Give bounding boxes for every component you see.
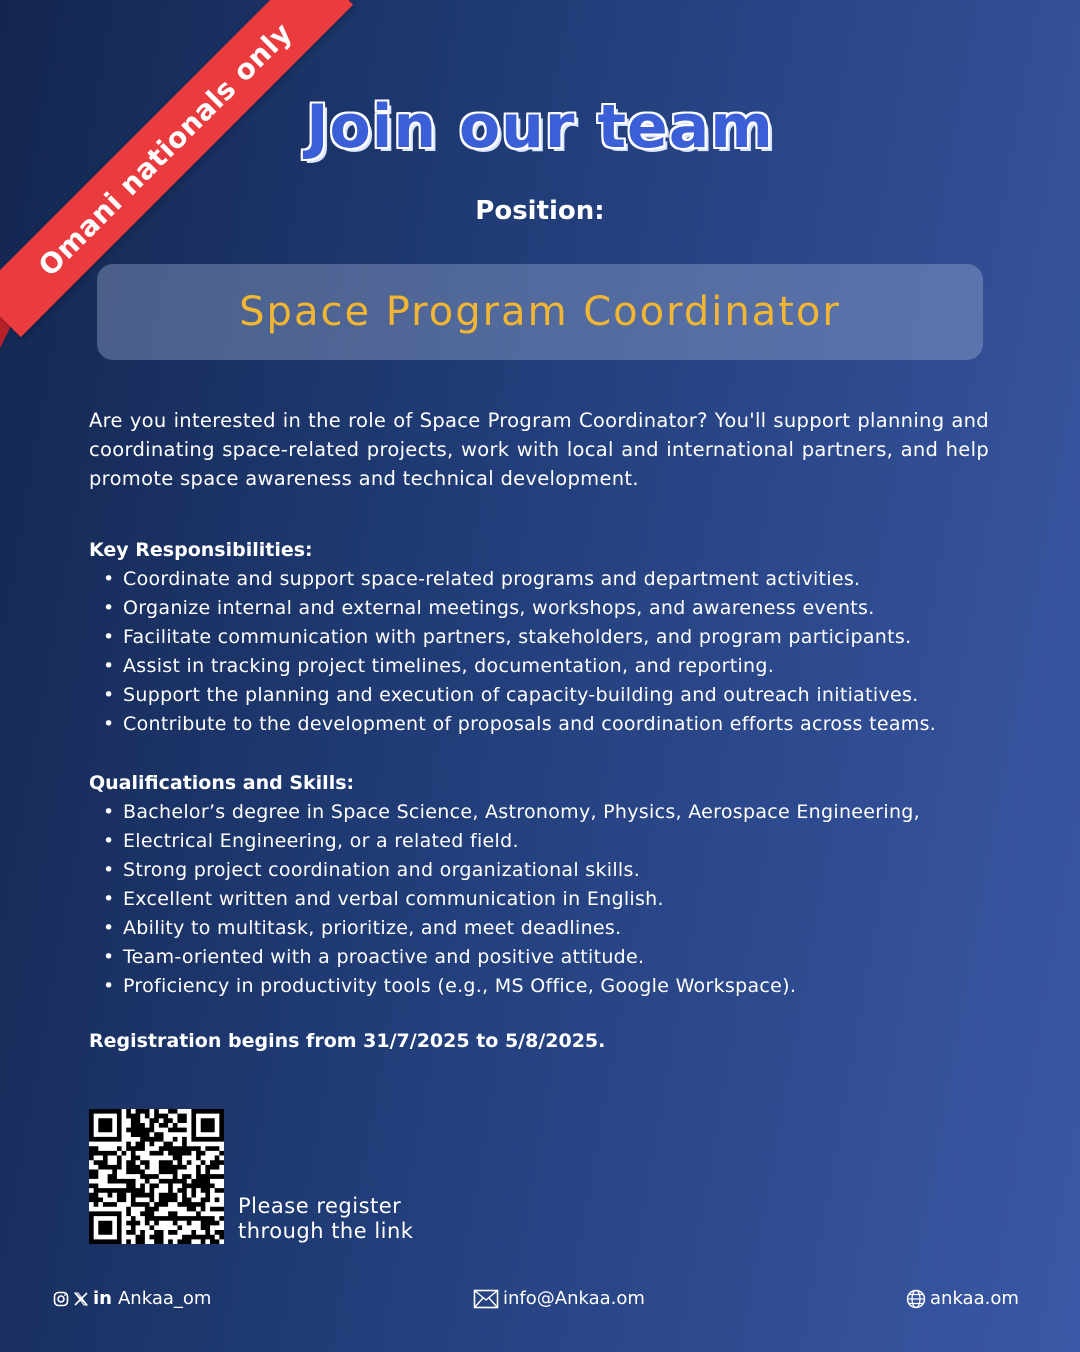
- list-item: • Facilitate communication with partners, stakeholders, and program participants.: [123, 623, 989, 652]
- social-handle[interactable]: Ankaa_om: [117, 1288, 212, 1309]
- mail-icon: [473, 1289, 499, 1309]
- list-item: • Ability to multitask, prioritize, and meet deadlines.: [123, 914, 989, 943]
- email-address[interactable]: info@Ankaa.om: [503, 1288, 645, 1309]
- qualifications-heading: Qualifications and Skills:: [89, 772, 355, 794]
- responsibilities-list: [89, 565, 989, 739]
- register-cta-line: Please register: [238, 1194, 402, 1218]
- registration-dates: Registration begins from 31/7/2025 to 5/8/2025.: [89, 1030, 606, 1052]
- list-item: • Proficiency in productivity tools (e.g., MS Office, Google Workspace).: [123, 972, 989, 1001]
- qualifications-section: [89, 769, 989, 1001]
- linkedin-icon[interactable]: in: [93, 1288, 112, 1309]
- list-item: • Strong project coordination and organizational skills.: [123, 856, 989, 885]
- list-item: • Assist in tracking project timelines, documentation, and reporting.: [123, 652, 989, 681]
- list-item: • Support the planning and execution of capacity-building and outreach initiatives.: [123, 681, 989, 710]
- qualifications-list: [89, 798, 989, 1001]
- list-item: • Organize internal and external meetings, workshops, and awareness events.: [123, 594, 989, 623]
- globe-icon: [906, 1289, 926, 1309]
- list-item: • Team-oriented with a proactive and positive attitude.: [123, 943, 989, 972]
- list-item: • Electrical Engineering, or a related field.: [123, 827, 989, 856]
- email-contact[interactable]: [473, 1288, 645, 1309]
- qr-modules: [89, 1109, 224, 1244]
- responsibilities-section: [89, 536, 989, 739]
- social-links[interactable]: [53, 1288, 211, 1309]
- qr-code[interactable]: [89, 1109, 224, 1244]
- instagram-icon[interactable]: [53, 1291, 69, 1307]
- register-cta-line: through the link: [238, 1219, 414, 1243]
- list-item: • Coordinate and support space-related programs and department activities.: [123, 565, 989, 594]
- list-item: • Bachelor’s degree in Space Science, Astronomy, Physics, Aerospace Engineering,: [123, 798, 989, 827]
- position-box: [97, 264, 983, 360]
- register-cta: [238, 1194, 413, 1244]
- ribbon-text: Omani nationals only: [31, 15, 299, 283]
- x-icon[interactable]: [73, 1291, 89, 1307]
- page-title: Join our team: [306, 92, 774, 162]
- position-title: Space Program Coordinator: [239, 289, 841, 335]
- list-item: • Excellent written and verbal communication in English.: [123, 885, 989, 914]
- website-link[interactable]: [906, 1288, 1019, 1309]
- list-item: • Contribute to the development of proposals and coordination efforts across teams.: [123, 710, 989, 739]
- position-label: Position:: [475, 196, 605, 226]
- responsibilities-heading: Key Responsibilities:: [89, 539, 313, 561]
- intro-paragraph: Are you interested in the role of Space Program Coordinator? You'll support planning and coordinating space-related projects, work with local and international partners, and help promote space awareness and technical development.: [89, 409, 989, 490]
- website-url[interactable]: ankaa.om: [930, 1288, 1019, 1309]
